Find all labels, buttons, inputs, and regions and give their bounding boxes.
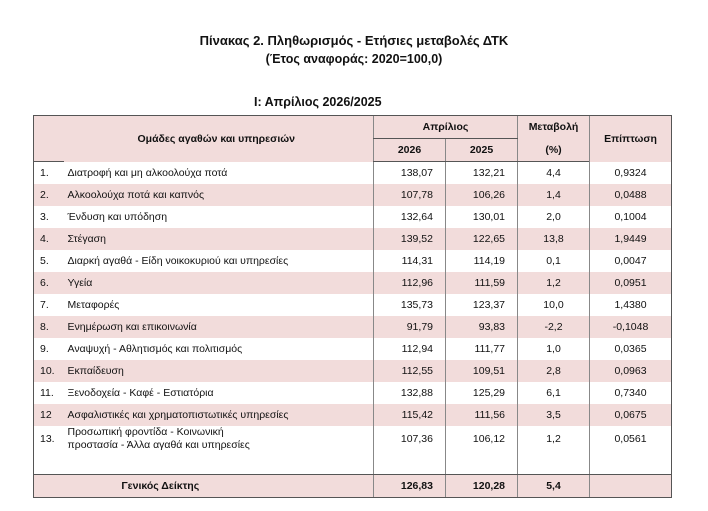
row-index: 8. <box>34 316 64 338</box>
table-row <box>34 294 672 316</box>
row-value-2025: 106,12 <box>446 426 518 452</box>
row-change: 3,5 <box>518 404 590 426</box>
row-name: Αναψυχή - Αθλητισμός και πολιτισμός <box>67 343 243 355</box>
row-change: 1,2 <box>518 426 590 452</box>
table-row <box>34 228 672 250</box>
row-value-2026: 112,94 <box>374 338 446 360</box>
row-value-2025: 109,51 <box>446 360 518 382</box>
inflation-table <box>33 115 672 498</box>
total-value-2026: 126,83 <box>374 475 446 498</box>
row-name: Διατροφή και μη αλκοολούχα ποτά <box>67 166 228 179</box>
row-impact: 0,0675 <box>590 404 672 426</box>
table-row <box>34 272 672 294</box>
row-name: Αλκοολούχα ποτά και καπνός <box>67 189 205 201</box>
row-impact: 0,0488 <box>590 184 672 206</box>
row-index: 2. <box>34 184 64 206</box>
header-2025: 2025 <box>446 139 518 162</box>
row-index: 11. <box>34 382 64 404</box>
row-index: 13. <box>34 426 64 452</box>
row-value-2025: 111,56 <box>446 404 518 426</box>
row-name-line-1: Προσωπική φροντίδα - Κοινωνική <box>67 426 224 438</box>
row-change: 6,1 <box>518 382 590 404</box>
row-value-2026: 112,55 <box>374 360 446 382</box>
row-impact: 0,1004 <box>590 206 672 228</box>
row-value-2025: 123,37 <box>446 294 518 316</box>
row-index: 12 <box>34 404 64 426</box>
row-index: 9. <box>34 338 64 360</box>
header-change-unit: (%) <box>518 139 590 162</box>
row-change: 2,8 <box>518 360 590 382</box>
header-impact: Επίπτωση <box>590 116 672 162</box>
row-value-2026: 112,96 <box>374 272 446 294</box>
row-name: Υγεία <box>67 277 93 289</box>
row-change: 1,0 <box>518 338 590 360</box>
row-value-2025: 111,59 <box>446 272 518 294</box>
row-impact: 0,7340 <box>590 382 672 404</box>
row-change: 2,0 <box>518 206 590 228</box>
row-name: Εκπαίδευση <box>67 365 124 377</box>
row-change: 1,2 <box>518 272 590 294</box>
row-value-2026: 132,64 <box>374 206 446 228</box>
table-row <box>34 162 672 185</box>
row-value-2026: 114,31 <box>374 250 446 272</box>
total-row <box>34 475 672 498</box>
row-name-line-2: προστασία - Άλλα αγαθά και υπηρεσίες <box>67 439 250 451</box>
table-row <box>34 426 672 452</box>
row-impact: 0,0561 <box>590 426 672 452</box>
header-row-1 <box>34 116 672 139</box>
row-value-2026: 135,73 <box>374 294 446 316</box>
total-value-2025: 120,28 <box>446 475 518 498</box>
row-name: Ενημέρωση και επικοινωνία <box>67 321 197 333</box>
table-title: Πίνακας 2. Πληθωρισμός - Ετήσιες μεταβολές ΔΤΚ <box>199 33 509 48</box>
row-name: Διαρκή αγαθά - Είδη νοικοκυριού και υπηρεσίες <box>67 255 289 267</box>
row-impact: 0,0047 <box>590 250 672 272</box>
table-row <box>34 316 672 338</box>
row-name: Ξενοδοχεία - Καφέ - Εστιατόρια <box>67 387 214 399</box>
row-change: 10,0 <box>518 294 590 316</box>
row-impact: 1,9449 <box>590 228 672 250</box>
row-index: 5. <box>34 250 64 272</box>
row-value-2026: 91,79 <box>374 316 446 338</box>
row-index: 10. <box>34 360 64 382</box>
row-change: 13,8 <box>518 228 590 250</box>
table-row <box>34 206 672 228</box>
row-value-2025: 122,65 <box>446 228 518 250</box>
table-row <box>34 250 672 272</box>
table-row <box>34 338 672 360</box>
row-value-2026: 115,42 <box>374 404 446 426</box>
row-value-2026: 138,07 <box>374 162 446 185</box>
table-row <box>34 382 672 404</box>
row-value-2026: 139,52 <box>374 228 446 250</box>
row-change: -2,2 <box>518 316 590 338</box>
row-value-2026: 107,36 <box>374 426 446 452</box>
row-change: 1,4 <box>518 184 590 206</box>
row-impact: 0,0365 <box>590 338 672 360</box>
table-row <box>34 184 672 206</box>
table-row <box>34 404 672 426</box>
row-value-2025: 111,77 <box>446 338 518 360</box>
row-value-2025: 125,29 <box>446 382 518 404</box>
row-name: Ασφαλιστικές και χρηματοπιστωτικές υπηρεσίες <box>67 409 289 421</box>
table-row <box>34 360 672 382</box>
row-impact: 0,9324 <box>590 162 672 185</box>
header-2026: 2026 <box>374 139 446 162</box>
row-value-2025: 130,01 <box>446 206 518 228</box>
row-impact: 1,4380 <box>590 294 672 316</box>
row-impact: -0,1048 <box>590 316 672 338</box>
row-value-2025: 132,21 <box>446 162 518 185</box>
row-name: Στέγαση <box>67 233 106 245</box>
row-index: 4. <box>34 228 64 250</box>
row-change: 0,1 <box>518 250 590 272</box>
total-name: Γενικός Δείκτης <box>64 475 374 498</box>
row-impact: 0,0951 <box>590 272 672 294</box>
row-value-2025: 106,26 <box>446 184 518 206</box>
header-groups: Ομάδες αγαθών και υπηρεσιών <box>64 116 374 162</box>
row-index: 6. <box>34 272 64 294</box>
row-value-2025: 114,19 <box>446 250 518 272</box>
separator-row <box>34 452 672 475</box>
row-value-2026: 107,78 <box>374 184 446 206</box>
row-impact: 0,0963 <box>590 360 672 382</box>
row-index: 7. <box>34 294 64 316</box>
table-subtitle: (Έτος αναφοράς: 2020=100,0) <box>265 52 443 66</box>
header-april: Απρίλιος <box>374 116 518 139</box>
row-name: Μεταφορές <box>67 299 120 311</box>
row-name: Ένδυση και υπόδηση <box>67 211 168 223</box>
row-value-2026: 132,88 <box>374 382 446 404</box>
total-change: 5,4 <box>518 475 590 498</box>
row-index: 1. <box>34 162 64 185</box>
row-change: 4,4 <box>518 162 590 185</box>
header-change: Μεταβολή <box>518 116 590 139</box>
row-value-2025: 93,83 <box>446 316 518 338</box>
row-index: 3. <box>34 206 64 228</box>
row-name <box>64 426 374 452</box>
period-heading: Ι: Απρίλιος 2026/2025 <box>254 95 382 109</box>
